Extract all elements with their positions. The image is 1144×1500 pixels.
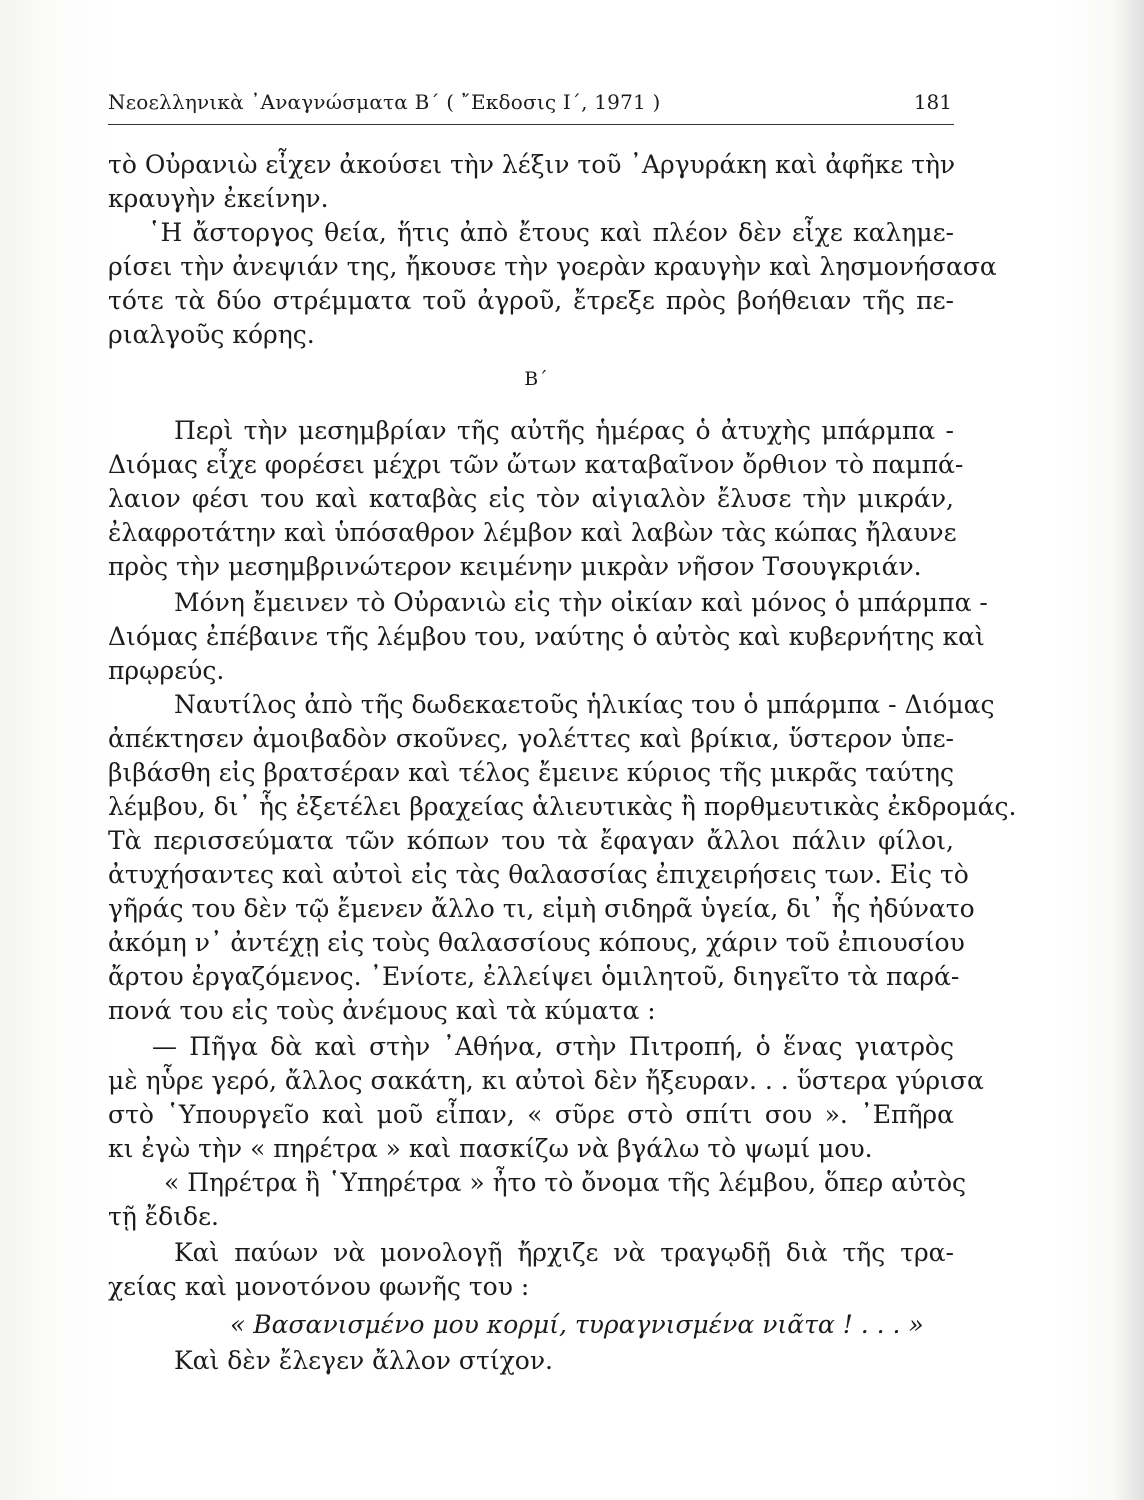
text-line: ἐλαφροτάτην καὶ ὑπόσαθρον λέμβον καὶ λαβὼν τὰς κώπας ἤλαυνε [108,518,957,547]
page-crease-shadow [1114,0,1144,1500]
text-line: Τὰ περισσεύματα τῶν κόπων του τὰ ἔφαγαν ἄλλοι πάλιν φίλοι, [108,826,954,855]
text-line: Καὶ παύων νὰ μονολογῇ ἤρχιζε νὰ τραγῳδῇ διὰ τῆς τρα- [174,1238,954,1267]
dialogue-line: μὲ ηὗρε γερό, ἄλλος σακάτη, κι αὐτοὶ δὲν ἤξευραν. . . ὕστερα γύρισα [108,1066,984,1095]
text-line: Μόνη ἔμεινεν τὸ Οὐρανιὼ εἰς τὴν οἰκίαν καὶ μόνος ὁ μπάρμπα - [174,588,988,617]
text-line: πονά του εἰς τοὺς ἀνέμους καὶ τὰ κύματα : [108,996,656,1025]
text-line: κραυγὴν ἐκείνην. [108,184,329,213]
text-line: Καὶ δὲν ἔλεγεν ἄλλον στίχον. [174,1346,553,1375]
text-line: βιβάσθη εἰς βρατσέραν καὶ τέλος ἔμεινε κύριος τῆς μικρᾶς ταύτης [108,758,954,787]
text-line: ριαλγοῦς κόρης. [108,320,315,349]
text-line: ῾Η ἄστοργος θεία, ἥτις ἀπὸ ἔτους καὶ πλέον δὲν εἶχε καλημε- [148,218,954,247]
text-line: τότε τὰ δύο στρέμματα τοῦ ἀγροῦ, ἔτρεξε πρὸς βοήθειαν τῆς πε- [108,286,954,315]
text-line: Διόμας εἶχε φορέσει μέχρι τῶν ὤτων καταβαῖνον ὄρθιον τὸ παμπά- [108,450,964,479]
text-line: ἀτυχήσαντες καὶ αὐτοὶ εἰς τὰς θαλασσίας ἐπιχειρήσεις των. Εἰς τὸ [108,860,969,889]
text-line: ἀπέκτησεν ἀμοιβαδὸν σκοῦνες, γολέττες καὶ βρίκια, ὕστερον ὑπε- [108,724,954,753]
text-line: τῇ ἔδιδε. [108,1202,219,1231]
text-line: Περὶ τὴν μεσημβρίαν τῆς αὐτῆς ἡμέρας ὁ ἀτυχὴς μπάρμπα - [174,416,954,445]
text-line: « Πηρέτρα ἢ ῾Υπηρέτρα » ἦτο τὸ ὄνομα τῆς λέμβου, ὅπερ αὐτὸς [164,1168,967,1197]
text-line: πρῳρεύς. [108,656,225,685]
text-line: Διόμας ἐπέβαινε τῆς λέμβου του, ναύτης ὁ αὐτὸς καὶ κυβερνήτης καὶ [108,622,985,651]
dialogue-line: κι ἐγὼ τὴν « πηρέτρα » καὶ πασκίζω νὰ βγάλω τὸ ψωμί μου. [108,1134,873,1163]
text-line: Ναυτίλος ἀπὸ τῆς δωδεκαετοῦς ἡλικίας του ὁ μπάρμπα - Διόμας [174,690,995,719]
song-verse: « Βασανισμένο μου κορμί, τυραγνισμένα νιᾶτα ! . . . » [230,1310,924,1339]
text-line: πρὸς τὴν μεσημβρινώτερον κειμένην μικρὰν νῆσον Τσουγκριάν. [108,552,922,581]
page-number: 181 [913,90,952,114]
text-line: ἄρτου ἐργαζόμενος. ᾿Ενίοτε, ἐλλείψει ὁμιλητοῦ, διηγεῖτο τὰ παρά- [108,962,960,991]
text-line: ρίσει τὴν ἀνεψιάν της, ἤκουσε τὴν γοερὰν κραυγὴν καὶ λησμονήσασα [108,252,997,281]
text-line: λαιον φέσι του καὶ καταβὰς εἰς τὸν αἰγιαλὸν ἔλυσε τὴν μικράν, [108,484,954,513]
text-line: χείας καὶ μονοτόνου φωνῆς του : [108,1272,530,1301]
book-title: Νεοελληνικὰ ᾿Αναγνώσματα Β΄ ( ῎Εκδοσις Ι΄, 1971 ) [108,90,661,114]
text-line: λέμβου, δι᾿ ἧς ἐξετέλει βραχείας ἁλιευτικὰς ἢ πορθμευτικὰς ἐκδρομάς. [108,792,1017,821]
dialogue-line: στὸ ῾Υπουργεῖο καὶ μοῦ εἶπαν, « σῦρε στὸ σπίτι σου ». ᾿Επῆρα [108,1100,954,1129]
text-line: τὸ Οὐρανιὼ εἶχεν ἀκούσει τὴν λέξιν τοῦ ᾿Αργυράκη καὶ ἀφῆκε τὴν [108,150,956,179]
text-line: γῆράς του δὲν τῷ ἔμενεν ἄλλο τι, εἰμὴ σιδηρᾶ ὑγεία, δι᾿ ἧς ἠδύνατο [108,894,975,923]
dialogue-line: — Πῆγα δὰ καὶ στὴν ᾿Αθήνα, στὴν Πιτροπή, ὁ ἕνας γιατρὸς [152,1032,954,1061]
running-header [108,84,954,125]
text-line: ἀκόμη ν᾿ ἀντέχῃ εἰς τοὺς θαλασσίους κόπους, χάριν τοῦ ἐπιουσίου [108,928,965,957]
section-mark: Β΄ [524,368,548,390]
